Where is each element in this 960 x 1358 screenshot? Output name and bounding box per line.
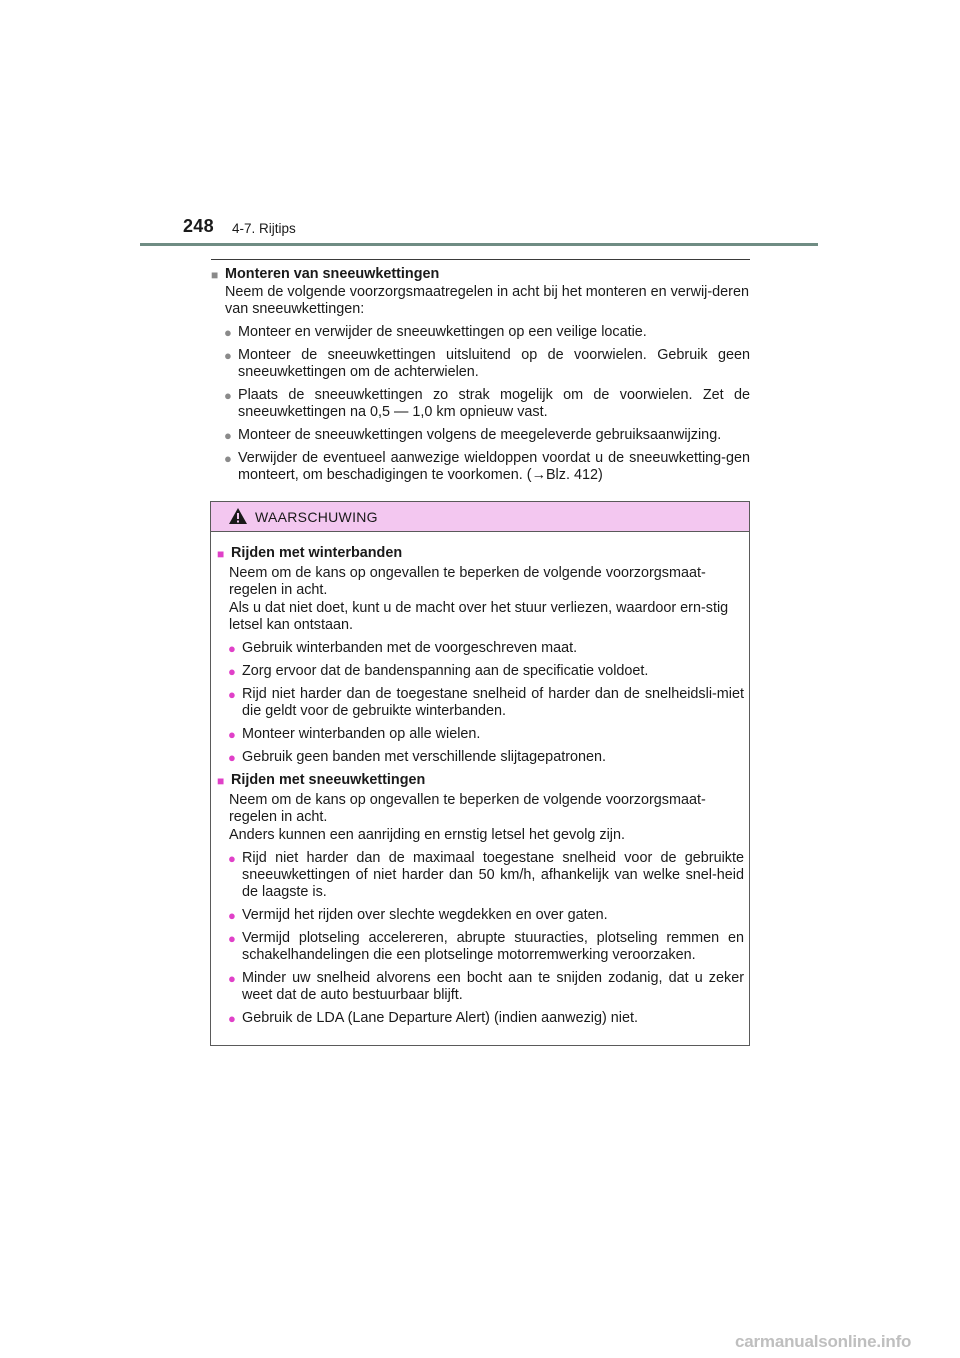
square-bullet-icon: ■ [217, 774, 225, 788]
list-item: ● Monteer de sneeuwkettingen volgens de meegeleverde gebruiksaanwijzing. [224, 427, 722, 443]
page-number: 248 [183, 216, 214, 236]
list-item: ● Minder uw snelheid alvorens een bocht aan te snijden zodanig, dat u zeker weet dat de auto bestuurbaar blijft. [228, 970, 744, 1003]
round-bullet-icon: ● [228, 687, 236, 702]
round-bullet-icon: ● [224, 348, 232, 363]
header-rule [140, 243, 818, 246]
round-bullet-icon: ● [228, 641, 236, 656]
warning-intro: Anders kunnen een aanrijding en ernstig letsel het gevolg zijn. [229, 827, 626, 843]
warning-intro: Neem om de kans op ongevallen te beperken de volgende voorzorgsmaat-regelen in acht. [229, 792, 706, 825]
square-bullet-icon: ■ [217, 547, 225, 561]
warning-box [210, 501, 750, 1046]
round-bullet-icon: ● [228, 1011, 236, 1026]
section-snow-chains [211, 266, 750, 484]
round-bullet-icon: ● [228, 851, 236, 866]
warning-heading-winter-tires: ■ Rijden met winterbanden [217, 545, 403, 561]
warning-intro: Als u dat niet doet, kunt u de macht over het stuur verliezen, waardoor ern-stig letsel kan ontstaan. [229, 600, 729, 633]
round-bullet-icon: ● [228, 727, 236, 742]
round-bullet-icon: ● [228, 971, 236, 986]
list-item: ● Vermijd plotseling accelereren, abrupte stuuracties, plotseling remmen en schakelhandelingen die een plotselinge motorremwerking veroorzaken. [228, 930, 744, 963]
list-item: ● Vermijd het rijden over slechte wegdekken en over gaten. [228, 907, 608, 923]
chapter-title: 4-7. Rijtips [232, 221, 296, 236]
list-item: ● Gebruik de LDA (Lane Departure Alert) (indien aanwezig) niet. [228, 1010, 638, 1026]
round-bullet-icon: ● [228, 908, 236, 923]
warning-triangle-icon [228, 507, 248, 530]
section-rule [211, 259, 750, 260]
section-heading: ■ Monteren van sneeuwkettingen [211, 266, 440, 282]
list-item: ● Plaats de sneeuwkettingen zo strak mogelijk om de voorwielen. Zet de sneeuwkettingen na 0,5 — 1,0 km opnieuw vast. [224, 387, 750, 420]
round-bullet-icon: ● [224, 428, 232, 443]
round-bullet-icon: ● [224, 388, 232, 403]
list-item: ● Monteer en verwijder de sneeuwkettingen op een veilige locatie. [224, 324, 647, 340]
square-bullet-icon: ■ [211, 268, 219, 282]
round-bullet-icon: ● [224, 451, 232, 466]
list-item: ● Gebruik geen banden met verschillende slijtagepatronen. [228, 749, 606, 765]
round-bullet-icon: ● [228, 664, 236, 679]
warning-header [211, 502, 749, 532]
warning-heading-snow-chains: ■ Rijden met sneeuwkettingen [217, 772, 426, 788]
list-item: ● Monteer de sneeuwkettingen uitsluitend op de voorwielen. Gebruik geen sneeuwkettingen om de achterwielen. [224, 347, 750, 380]
section-intro: Neem de volgende voorzorgsmaatregelen in acht bij het monteren en verwij-deren van sneeuwkettingen: [225, 284, 749, 317]
list-item: ● Zorg ervoor dat de bandenspanning aan de specificatie voldoet. [228, 663, 649, 679]
blz-link: Verwijder de eventueel aanwezige wieldoppen voordat u de sneeuwketting-gen monteert, om beschadigingen te voorkomen. (→Blz. 412) [238, 450, 750, 483]
warning-body [217, 545, 744, 1027]
list-item: ● Rijd niet harder dan de toegestane snelheid of harder dan de snelheidsli-miet die geldt voor de gebruikte winterbanden. [228, 686, 744, 719]
round-bullet-icon: ● [228, 931, 236, 946]
warning-intro: Neem om de kans op ongevallen te beperken de volgende voorzorgsmaat-regelen in acht. [229, 565, 706, 598]
list-item [211, 450, 750, 484]
warning-title: WAARSCHUWING [255, 509, 378, 525]
list-item: ● Gebruik winterbanden met de voorgeschreven maat. [228, 640, 578, 656]
round-bullet-icon: ● [224, 325, 232, 340]
list-item: ● Monteer winterbanden op alle wielen. [228, 726, 481, 742]
round-bullet-icon: ● [228, 750, 236, 765]
list-item: ● Rijd niet harder dan de maximaal toegestane snelheid voor de gebruikte sneeuwkettingen of niet harder dan 50 km/h, afhankelijk van welke snel-heid de laagste is. [228, 850, 744, 900]
watermark: carmanualsonline.info [735, 1332, 912, 1351]
